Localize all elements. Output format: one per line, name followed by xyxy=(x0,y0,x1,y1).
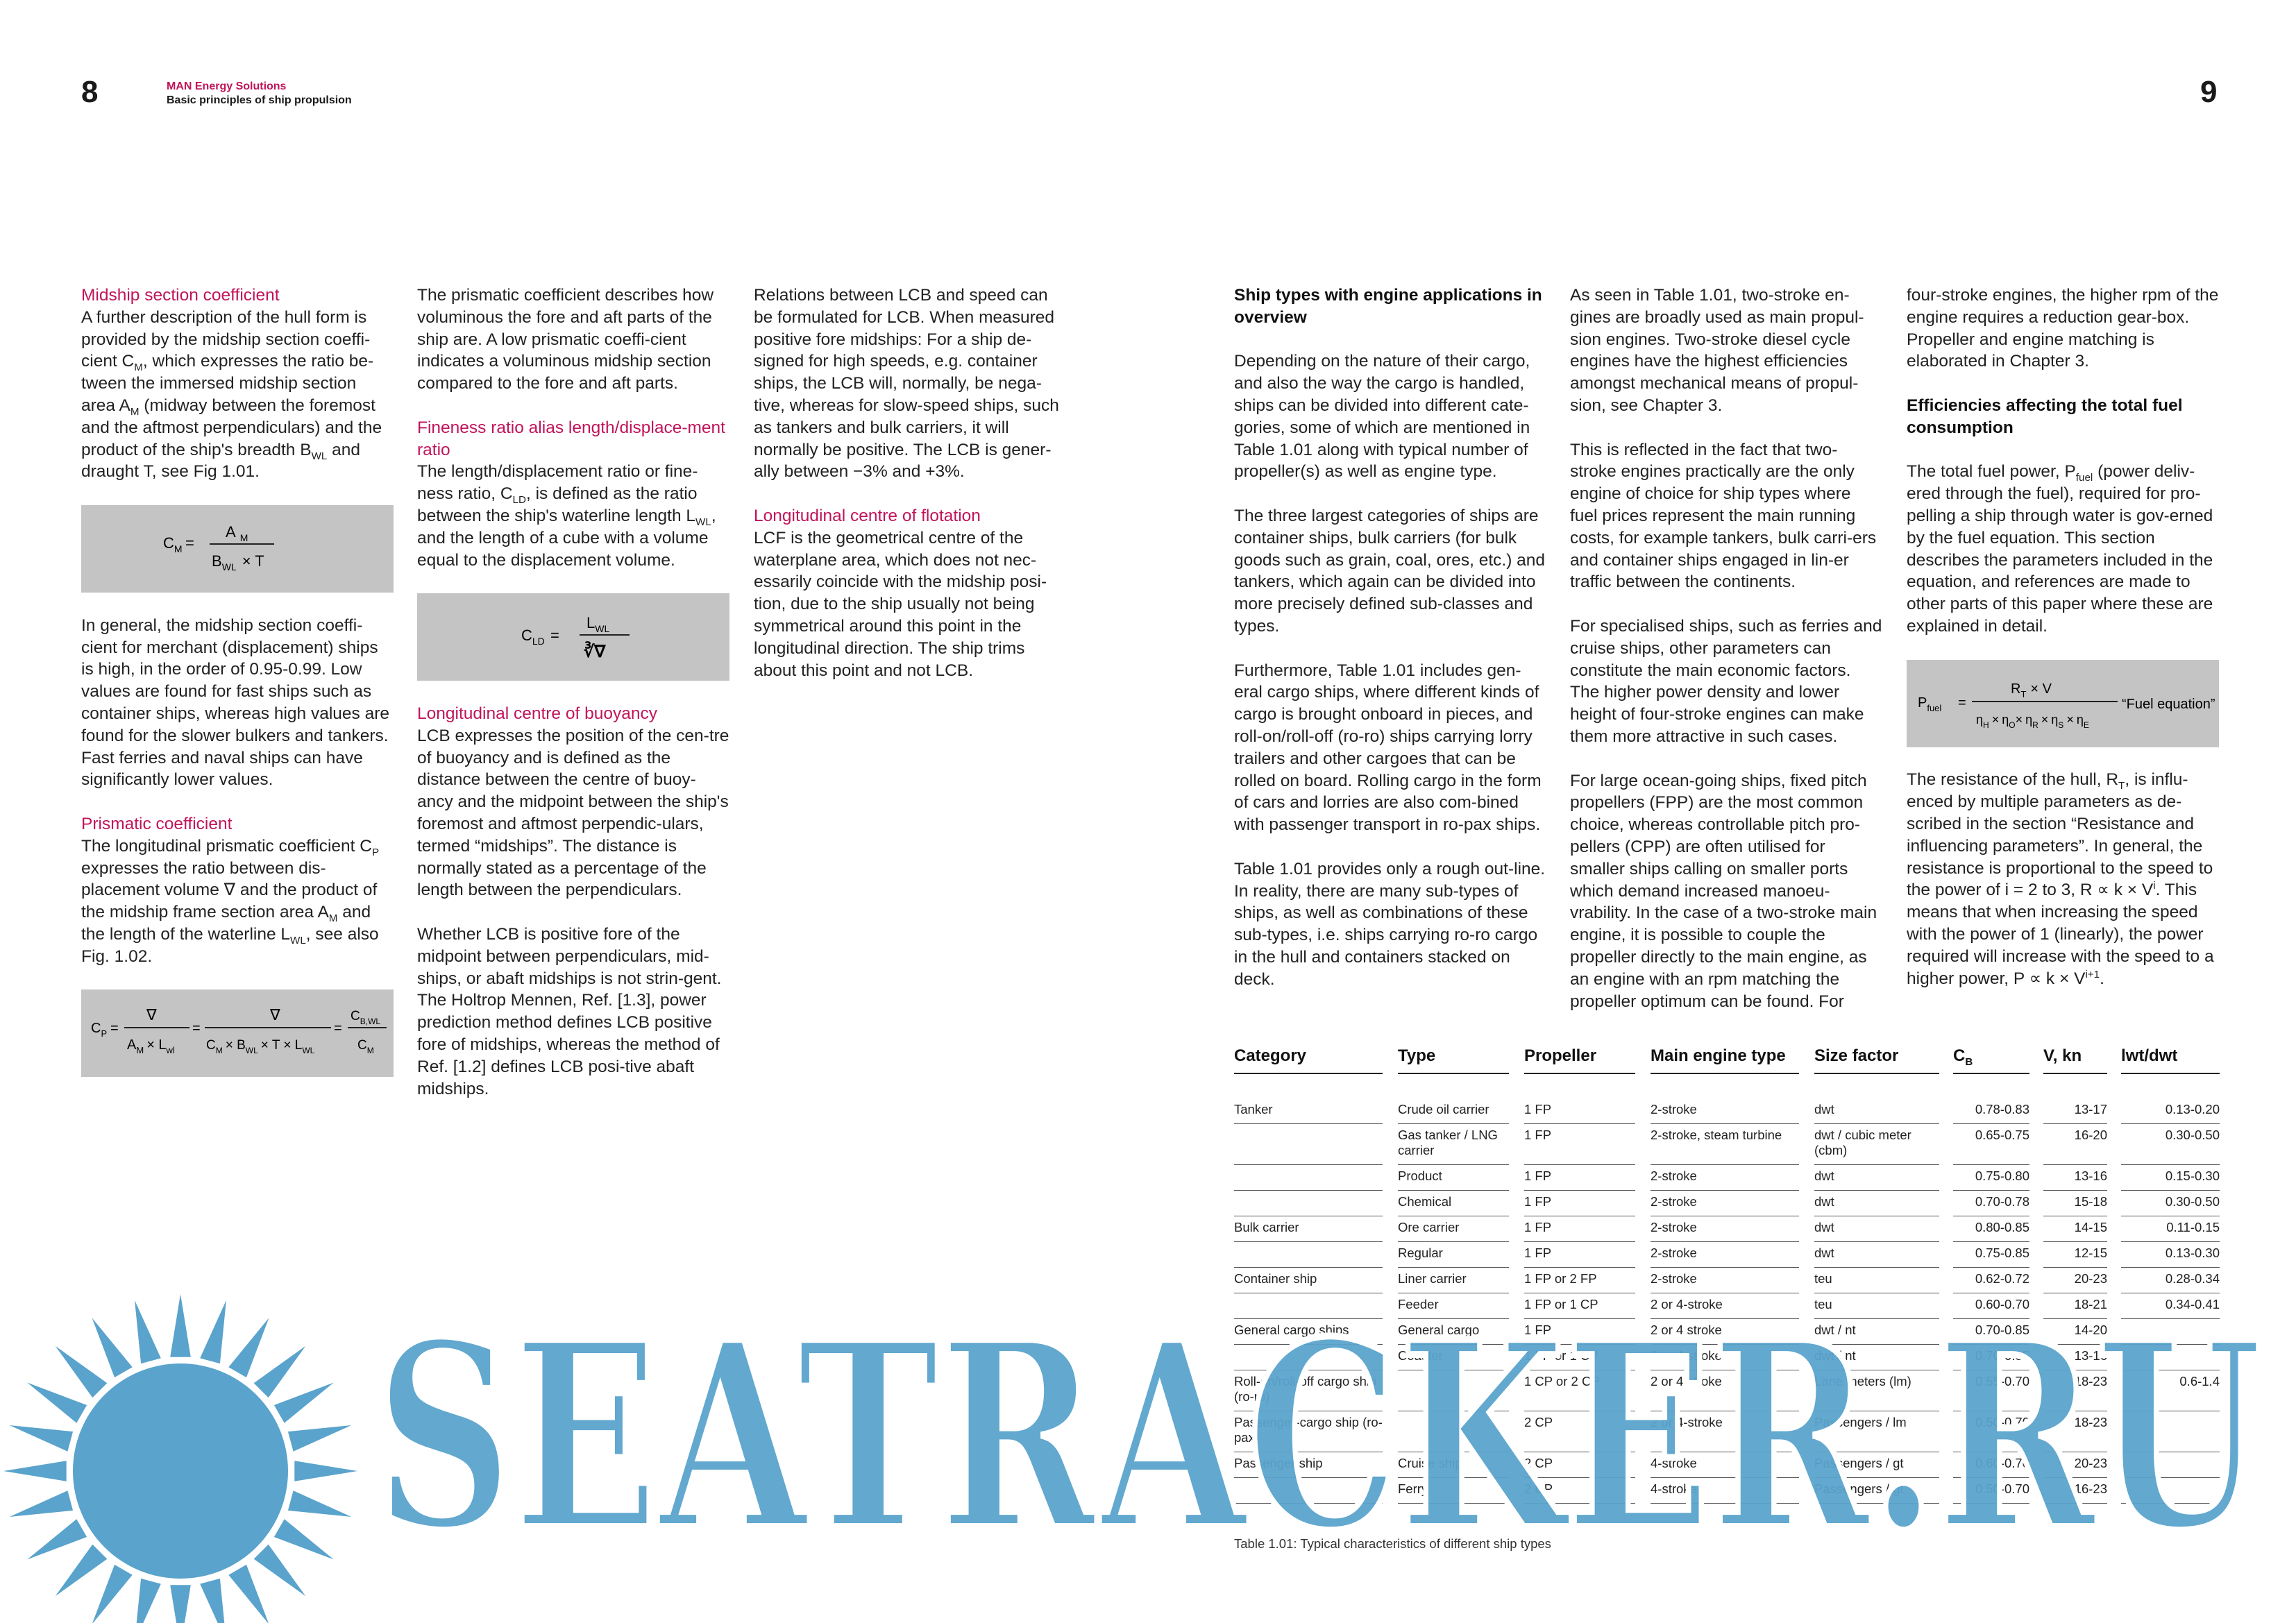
svg-text:CM: $C_M$ xyxy=(163,534,183,554)
table-cell: 2 CP xyxy=(1524,1456,1635,1478)
table-cell: 1 CP or 2 CP xyxy=(1524,1374,1635,1411)
table-cell: 2-stroke xyxy=(1651,1271,1799,1293)
table-cell: 0.6-1.4 xyxy=(2121,1374,2220,1411)
svg-text:∛∇: ∛∇ xyxy=(584,643,606,662)
table-cell: Ferry xyxy=(1398,1481,1509,1504)
table-cell: 0.65-0.75 xyxy=(1953,1128,2029,1165)
svg-text:=: = xyxy=(185,534,194,552)
table-cell: 2-stroke xyxy=(1651,1220,1799,1242)
sun-ray xyxy=(27,1519,87,1559)
sun-ray xyxy=(254,1545,306,1597)
table-cell: 14-15 xyxy=(2043,1220,2107,1242)
table-cell: 1 FP xyxy=(1524,1102,1635,1124)
table-header-speed: V, kn xyxy=(2043,1046,2107,1074)
table-cell: 2-stroke, steam turbine xyxy=(1651,1128,1799,1165)
table-cell: 2-stroke xyxy=(1651,1194,1799,1216)
table-cell: Roll-on/roll-off cargo ship (ro-ro) xyxy=(1234,1374,1383,1411)
sun-ray xyxy=(200,1300,226,1363)
table-header-size-factor: Size factor xyxy=(1814,1046,1939,1074)
table-cell: teu xyxy=(1814,1271,1939,1293)
table-cell: 2 or 4 stroke xyxy=(1651,1323,1799,1345)
table-cell: Passenger ship xyxy=(1234,1456,1383,1478)
paragraph-midship-definition: A further description of the hull form is provided by the midship section coeffi-cient $C_M$, which expresses the ratio be-tween the immersed midship section area $A_M$ (midway between the foremost and the aftmost perpendiculars) and the product of the ship's breadth $B_{WL}$ and draught T, see Fig 1.01. xyxy=(81,307,382,482)
table-cell: 15-18 xyxy=(2043,1194,2107,1216)
table-cell: 0.15-0.30 xyxy=(2121,1169,2220,1191)
page-number-left: 8 xyxy=(81,75,99,109)
sun-ray xyxy=(10,1490,73,1517)
table-cell: 1 FP xyxy=(1524,1246,1635,1268)
table-cell: 16-20 xyxy=(2043,1128,2107,1165)
table-cell: 0.62-0.72 xyxy=(1953,1271,2029,1293)
sun-ray xyxy=(254,1346,306,1398)
table-cell: 2 or 4-stroke xyxy=(1651,1297,1799,1319)
table-cell: teu xyxy=(1814,1297,1939,1319)
paragraph-four-stroke-gearbox: four-stroke engines, the higher rpm of the engine requires a reduction gear-box. Propeller and engine matching is elaborated in Chapter 3. xyxy=(1907,286,2219,371)
paragraph-prismatic-description: The prismatic coefficient describes how voluminous the fore and aft parts of the ship are. A low prismatic coeffi-cient indicates a voluminous midship section compared to the fore and aft parts. xyxy=(417,286,714,393)
watermark-text: SEATRACKER.RU xyxy=(375,1286,2263,1588)
table-cell: 13-16 xyxy=(2043,1348,2107,1370)
table-cell: 18-21 xyxy=(2043,1297,2107,1319)
sun-ray xyxy=(27,1383,87,1423)
paragraph-fineness-definition: The length/displacement ratio or fine-ness ratio, $C_{LD}$, is defined as the ratio between the ship's waterline length $L_{WL}$, and the length of a cube with a volume equal to the displacement volume. xyxy=(417,462,716,570)
svg-text:=: = xyxy=(192,1021,201,1037)
paragraph-lcb-definition: LCB expresses the position of the cen-tre of buoyancy and is defined as the distance between the centre of buoy-ancy and the midpoint between the ship's foremost and aftmost perpendic-ulars, termed “midships”. The distance is normally stated as a percentage of the length between the perpendiculars. xyxy=(417,726,729,900)
paragraph-midship-values: In general, the midship section coeffi-cient for merchant (displacement) ships is high, in the order of 0.95-0.99. Low values are found for fast ships such as container ships, whereas high values are found for the slower bulkers and tankers. Fast ferries and naval ships can have significantly lower values. xyxy=(81,615,389,790)
svg-text:CM: $C_M$ xyxy=(357,1038,374,1056)
table-cell: Gas tanker / LNG carrier xyxy=(1398,1128,1509,1165)
table-cell: dwt xyxy=(1814,1169,1939,1191)
svg-text:AM× Lwl: $A_M \times L_{wl}$ xyxy=(127,1037,175,1056)
table-cell: 0.34-0.41 xyxy=(2121,1297,2220,1319)
table-cell: 0.78-0.83 xyxy=(1953,1102,2029,1124)
table-cell: Regular xyxy=(1398,1246,1509,1268)
table-cell: Liner carrier xyxy=(1398,1271,1509,1293)
svg-text:BWL× T: $B_{WL} \times T$ xyxy=(212,552,264,572)
sun-ray xyxy=(200,1579,226,1623)
svg-text:Pfuel: $P_{fuel}$ xyxy=(1918,695,1942,713)
table-cell: 0.13-0.20 xyxy=(2121,1102,2220,1124)
paragraph-hull-resistance: The resistance of the hull, $R_T$, is influ-enced by multiple parameters as de-scribed in the section “Resistance and influencing parameters”. In general, the resistance is proportional to the speed to the power of i = 2 to 3, $R \propto k \times V^i$. This means that when increasing the speed with the power of 1 (linearly), the power required will increase with the speed to a higher power, $P \propto k \times V^{i+1}$. xyxy=(1907,770,2214,988)
svg-text:=: = xyxy=(334,1021,342,1037)
paragraph-lcf-definition: LCF is the geometrical centre of the waterplane area, which does not nec-essarily coincide with the midship posi-tion, due to the ship usually not being symmetrical around this point in the longitudinal direction. The ship trims about this point and not LCB. xyxy=(754,528,1047,680)
table-cell: 2 CP xyxy=(1524,1415,1635,1452)
table-cell: 4-stroke xyxy=(1651,1481,1799,1504)
svg-text:=: = xyxy=(1958,695,1966,711)
table-cell: dwt xyxy=(1814,1246,1939,1268)
table-cell: 0.55-0.70 xyxy=(1953,1374,2029,1411)
sun-ray xyxy=(56,1545,108,1597)
table-cell: 0.13-0.30 xyxy=(2121,1246,2220,1268)
table-cell: 2 or 4 stroke xyxy=(1651,1348,1799,1370)
table-cell: 2 CP xyxy=(1524,1481,1635,1504)
watermark-sun-icon xyxy=(3,1294,357,1623)
table-cell: Container ship xyxy=(1234,1271,1383,1293)
table-cell: Ore carrier xyxy=(1398,1220,1509,1242)
paragraph-fuel-prices: This is reflected in the fact that two-stroke engines practically are the only engine of choice for ship types where fuel prices represent the main running costs, for example tankers, bulk carri-ers and container ships engaged in lin-er traffic between the continents. xyxy=(1570,440,1877,592)
table-cell: 1 FP or 2 FP xyxy=(1524,1271,1635,1293)
table-cell: 18-23 xyxy=(2043,1374,2107,1411)
heading-prismatic-coefficient: Prismatic coefficient xyxy=(81,814,233,833)
table-cell: Chemical xyxy=(1398,1194,1509,1216)
sun-ray xyxy=(135,1300,161,1363)
table-cell: Passengers / gt xyxy=(1814,1481,1939,1504)
table-cell: 13-17 xyxy=(2043,1102,2107,1124)
table-cell: 0.70-0.85 xyxy=(1953,1348,2029,1370)
table-cell: 1 FP xyxy=(1524,1128,1635,1165)
table-cell: 14-20 xyxy=(2043,1323,2107,1345)
table-cell: Passengers / lm xyxy=(1814,1415,1939,1452)
svg-text:RT× V: $R_T \times V$ xyxy=(2011,681,2052,699)
table-cell: General cargo xyxy=(1398,1323,1509,1345)
table-cell: dwt / nt xyxy=(1814,1323,1939,1345)
paragraph-specialised-ships: For specialised ships, such as ferries and cruise ships, other parameters can constitute the main economic factors. The higher power density and lower height of four-stroke engines can make them more attractive in such cases. xyxy=(1570,616,1882,746)
svg-text:LWL: $L_{WL}$ xyxy=(586,614,610,635)
table-cell: dwt xyxy=(1814,1220,1939,1242)
document-subtitle: Basic principles of ship propulsion xyxy=(167,94,352,106)
table-cell: 2-stroke xyxy=(1651,1246,1799,1268)
table-cell: dwt / cubic meter (cbm) xyxy=(1814,1128,1939,1165)
table-cell: 0.50-0.70 xyxy=(1953,1415,2029,1452)
sun-ray xyxy=(135,1579,161,1623)
brand-name: MAN Energy Solutions xyxy=(167,80,287,92)
sun-ray xyxy=(288,1425,351,1452)
sun-ray xyxy=(170,1585,191,1623)
svg-text:CB,WL: $C_{B,WL}$ xyxy=(351,1009,381,1027)
table-cell: 1 FP xyxy=(1524,1323,1635,1345)
svg-text:AM: A $_M$ xyxy=(226,522,248,543)
table-cell: 0.30-0.50 xyxy=(2121,1194,2220,1216)
table-cell: 18-23 xyxy=(2043,1415,2107,1452)
paragraph-propeller-types: For large ocean-going ships, fixed pitch propellers (FPP) are the most common choice, whereas controllable pitch pro-pellers (CPP) are often utilised for smaller ships calling on smaller ports which demand increased manoeu-vrability. In the case of a two-stroke main engine, it is possible to couple the propeller directly to the main engine, as an engine with an rpm matching the propeller optimum can be found. For xyxy=(1570,771,1877,1011)
page-number-right: 9 xyxy=(2200,75,2218,109)
svg-text:=: = xyxy=(110,1021,119,1037)
table-cell: General cargo ships xyxy=(1234,1323,1383,1345)
table-cell: 1 FP xyxy=(1524,1220,1635,1242)
table-cell: 0.70-0.78 xyxy=(1953,1194,2029,1216)
table-cell: 0.75-0.80 xyxy=(1953,1169,2029,1191)
table-header-lwt-dwt: lwt/dwt xyxy=(2121,1046,2220,1074)
svg-text:CM× BWL× T × LWL: $C_M \times B_{WL} \times T \times L_{WL}$ xyxy=(206,1038,315,1056)
paragraph-prismatic-definition: The longitudinal prismatic coefficient $C_P$ expresses the ratio between dis-placement volume ∇ and the product of the midship frame section area $A_M$ and the length of the waterline $L_{WL}$, see also Fig. 1.02. xyxy=(81,836,380,966)
heading-ship-types: Ship types with engine applications in overview xyxy=(1234,286,1542,327)
table-cell: Lane meters (lm) xyxy=(1814,1374,1939,1411)
table-header-type: Type xyxy=(1398,1046,1509,1074)
svg-text:ηH×ηO×ηR×ηS×ηE: $\eta_H \times \eta_O\times \eta_R \times \eta_S \times \eta_E$ xyxy=(1976,712,2089,730)
sun-ray xyxy=(274,1519,334,1559)
sun-ray xyxy=(294,1461,357,1481)
table-cell: 0.80-0.85 xyxy=(1953,1220,2029,1242)
table-cell: Crude oil carrier xyxy=(1398,1102,1509,1124)
table-cell: Passengers / gt xyxy=(1814,1456,1939,1478)
table-cell: 0.60-0.70 xyxy=(1953,1297,2029,1319)
table-cell: 12-15 xyxy=(2043,1246,2107,1268)
sun-ray xyxy=(274,1383,334,1423)
heading-longitudinal-centre-of-flotation: Longitudinal centre of flotation xyxy=(754,506,981,525)
table-cell: 2-stroke xyxy=(1651,1169,1799,1191)
table-cell: Feeder xyxy=(1398,1297,1509,1319)
svg-text:“Fuel equation”: “Fuel equation” xyxy=(2122,696,2215,712)
paragraph-ship-categories: Depending on the nature of their cargo, and also the way the cargo is handled, ships can be divided into different cate-gories, some of which are mentioned in Table 1.01 along with typical number of propeller(s) as well as engine type. xyxy=(1234,352,1530,482)
table-cell: 0.30-0.50 xyxy=(2121,1128,2220,1165)
paragraph-lcb-sign: Whether LCB is positive fore of the midpoint between perpendiculars, mid-ships, or abaft midships is not strin-gent. The Holtrop Mennen, Ref. [1.3], power prediction method defines LCB positive fore of midships, whereas the method of Ref. [1.2] defines LCB posi-tive abaft midships. xyxy=(417,924,722,1098)
sun-ray xyxy=(56,1346,108,1398)
heading-efficiencies: Efficiencies affecting the total fuel consumption xyxy=(1907,396,2183,437)
heading-fineness-ratio: Fineness ratio alias length/displace-ment ratio xyxy=(417,418,725,459)
sun-ray xyxy=(10,1425,73,1452)
table-cell: 4-stroke xyxy=(1651,1456,1799,1478)
table-cell: Tanker xyxy=(1234,1102,1383,1124)
svg-text:∇: ∇ xyxy=(270,1006,280,1024)
sun-ray xyxy=(288,1490,351,1517)
paragraph-total-fuel-power: The total fuel power, $P_{fuel}$ (power deliv-ered through the fuel), required for pro-pelling a ship through water is gov-erned by the fuel equation. This section describes the parameters included in the equation, and references are made to other parts of this paper where these are explained in detail. xyxy=(1907,462,2213,636)
heading-midship-section-coefficient: Midship section coefficient xyxy=(81,286,280,305)
table-header-category: Category xyxy=(1234,1046,1383,1074)
table-caption: Table 1.01: Typical characteristics of different ship types xyxy=(1234,1536,1551,1551)
svg-text:CLD: $C_{LD}$ xyxy=(521,627,545,647)
table-cell: 0.70-0.85 xyxy=(1953,1323,2029,1345)
table-cell: 0.28-0.34 xyxy=(2121,1271,2220,1293)
table-cell: 1 FP or 1 CP xyxy=(1524,1297,1635,1319)
paragraph-two-stroke-usage: As seen in Table 1.01, two-stroke en-gines are broadly used as main propul-sion engines. Two-stroke diesel cycle engines have the highest efficiencies amongst mechanical means of propul-sion, see Chapter 3. xyxy=(1570,286,1864,415)
sun-ray xyxy=(228,1318,269,1377)
table-cell: 1 FP xyxy=(1524,1169,1635,1191)
sun-ray xyxy=(92,1565,133,1623)
sun-ray xyxy=(228,1565,269,1623)
table-cell: 0.50-0.70 xyxy=(1953,1481,2029,1504)
table-cell: 1 FP or 1 CP xyxy=(1524,1348,1635,1370)
table-cell: Passenger-cargo ship (ro-pax) xyxy=(1234,1415,1383,1452)
paragraph-general-cargo: Furthermore, Table 1.01 includes gen-eral cargo ships, where different kinds of cargo is brought onboard in pieces, and roll-on/roll-off (ro-ro) ships carrying lorry trailers and other cargoes that can be rolled on board. Rolling cargo in the form of cars and lorries are also com-bined with passenger transport in ro-pax ships. xyxy=(1234,661,1542,835)
table-cell: 0.75-0.85 xyxy=(1953,1246,2029,1268)
paragraph-lcb-speed: Relations between LCB and speed can be formulated for LCB. When measured positive fore midships: For a ship de-signed for high speeds, e.g. container ships, the LCB will, normally, be nega-tive, whereas for slow-speed ships, such as tankers and bulk carriers, it will normally be positive. The LCB is gener-ally between −3% and +3%. xyxy=(754,286,1059,482)
table-cell: 2 or 4 stroke xyxy=(1651,1374,1799,1411)
table-cell: Product xyxy=(1398,1169,1509,1191)
table-cell: 2-stroke xyxy=(1651,1102,1799,1124)
table-cell: 0.60-0.70 xyxy=(1953,1456,2029,1478)
table-cell: 20-23 xyxy=(2043,1271,2107,1293)
table-cell: Cruise ship xyxy=(1398,1456,1509,1478)
table-cell: 20-23 xyxy=(2043,1456,2107,1478)
paragraph-largest-categories: The three largest categories of ships are container ships, bulk carriers (for bulk goods such as grain, coal, ores, etc.) and tankers, which again can be divided into more precisely defined sub-classes and types. xyxy=(1234,506,1546,636)
sun-ray xyxy=(170,1294,191,1357)
sun-ray xyxy=(92,1318,133,1377)
table-cell: 2 or 4-stroke xyxy=(1651,1415,1799,1452)
svg-text:∇: ∇ xyxy=(146,1006,157,1024)
table-header-propeller: Propeller xyxy=(1524,1046,1635,1074)
heading-longitudinal-centre-of-buoyancy: Longitudinal centre of buoyancy xyxy=(417,704,657,723)
table-cell: dwt / nt xyxy=(1814,1348,1939,1370)
svg-text:=: = xyxy=(550,627,559,645)
table-header-engine-type: Main engine type xyxy=(1651,1046,1799,1074)
table-cell: 16-23 xyxy=(2043,1481,2107,1504)
table-cell: dwt xyxy=(1814,1102,1939,1124)
svg-text:CP: $C_P$ xyxy=(91,1021,108,1039)
table-cell: Coaster xyxy=(1398,1348,1509,1370)
sun-ray xyxy=(3,1461,67,1481)
table-cell: 1 FP xyxy=(1524,1194,1635,1216)
paragraph-table-outline: Table 1.01 provides only a rough out-line. In reality, there are many sub-types of ships, as well as combinations of these sub-types, i.e. ships carrying ro-ro cargo in the hull and containers stacked on deck. xyxy=(1234,859,1546,989)
table-cell: dwt xyxy=(1814,1194,1939,1216)
table-cell: Bulk carrier xyxy=(1234,1220,1383,1242)
table-cell: 13-16 xyxy=(2043,1169,2107,1191)
table-cell: 0.11-0.15 xyxy=(2121,1220,2220,1242)
table-header-cb: $C_B$ xyxy=(1953,1046,2029,1074)
